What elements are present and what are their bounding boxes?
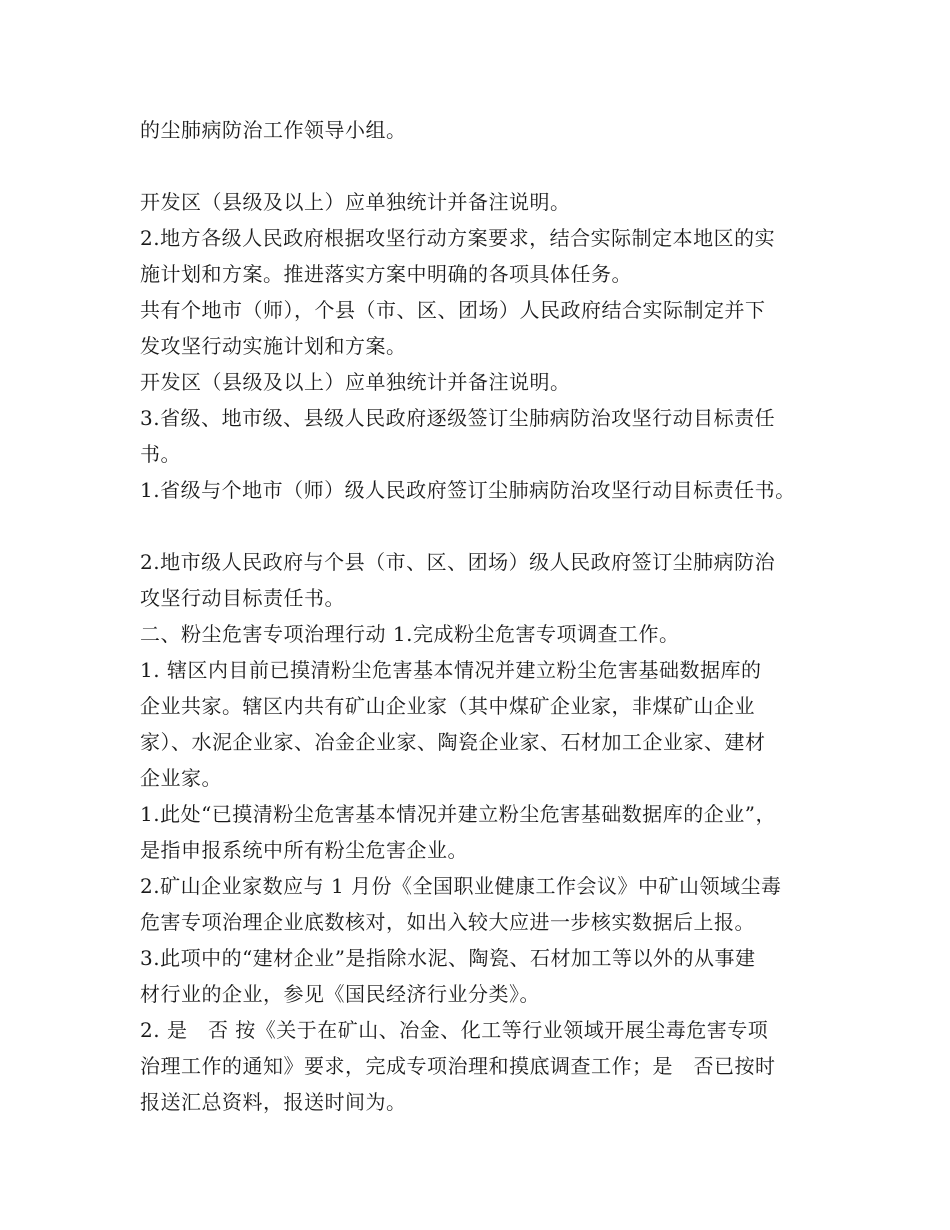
text-line: 3.此项中的“建材企业”是指除水泥、陶瓷、石材加工等以外的从事建 (140, 946, 756, 970)
text-line: 的尘肺病防治工作领导小组。 (140, 118, 407, 142)
text-line: 2.矿山企业家数应与 1 月份《全国职业健康工作会议》中矿山领域尘毒 (140, 874, 782, 898)
text-line: 1. 辖区内目前已摸清粉尘危害基本情况并建立粉尘危害基础数据库的 (140, 658, 762, 682)
text-line: 企业共家。辖区内共有矿山企业家（其中煤矿企业家，非煤矿山企业 (140, 694, 755, 718)
text-line: 3.省级、地市级、县级人民政府逐级签订尘肺病防治攻坚行动目标责任 (140, 406, 776, 430)
text-line: 企业家。 (140, 766, 222, 790)
text-line: 施计划和方案。推进落实方案中明确的各项具体任务。 (140, 262, 632, 286)
text-line: 书。 (140, 442, 181, 466)
text-line: 2.地市级人民政府与个县（市、区、团场）级人民政府签订尘肺病防治 (140, 550, 776, 574)
text-line: 报送汇总资料，报送时间为。 (140, 1090, 407, 1114)
text-line: 1.此处“已摸清粉尘危害基本情况并建立粉尘危害基础数据库的企业”， (140, 802, 777, 826)
text-line: 开发区（县级及以上）应单独统计并备注说明。 (140, 370, 571, 394)
text-line: 开发区（县级及以上）应单独统计并备注说明。 (140, 190, 571, 214)
text-line: 是指申报系统中所有粉尘危害企业。 (140, 838, 468, 862)
text-line: 二、粉尘危害专项治理行动 1.完成粉尘危害专项调查工作。 (140, 622, 680, 646)
text-line: 材行业的企业，参见《国民经济行业分类》。 (140, 982, 540, 1006)
text-line: 危害专项治理企业底数核对，如出入较大应进一步核实数据后上报。 (140, 910, 755, 934)
text-line: 1.省级与个地市（师）级人民政府签订尘肺病防治攻坚行动目标责任书。 (140, 478, 796, 502)
text-line: 家）、水泥企业家、冶金企业家、陶瓷企业家、石材加工企业家、建材 (140, 730, 766, 754)
text-line: 2.地方各级人民政府根据攻坚行动方案要求，结合实际制定本地区的实 (140, 226, 776, 250)
text-line: 共有个地市（师），个县（市、区、团场）人民政府结合实际制定并下 (140, 298, 766, 322)
text-line: 攻坚行动目标责任书。 (140, 586, 345, 610)
text-line: 治理工作的通知》要求，完成专项治理和摸底调查工作；是 否已按时 (140, 1054, 776, 1078)
text-line: 发攻坚行动实施计划和方案。 (140, 334, 407, 358)
text-line: 2. 是 否 按《关于在矿山、冶金、化工等行业领域开展尘毒危害专项 (140, 1018, 769, 1042)
